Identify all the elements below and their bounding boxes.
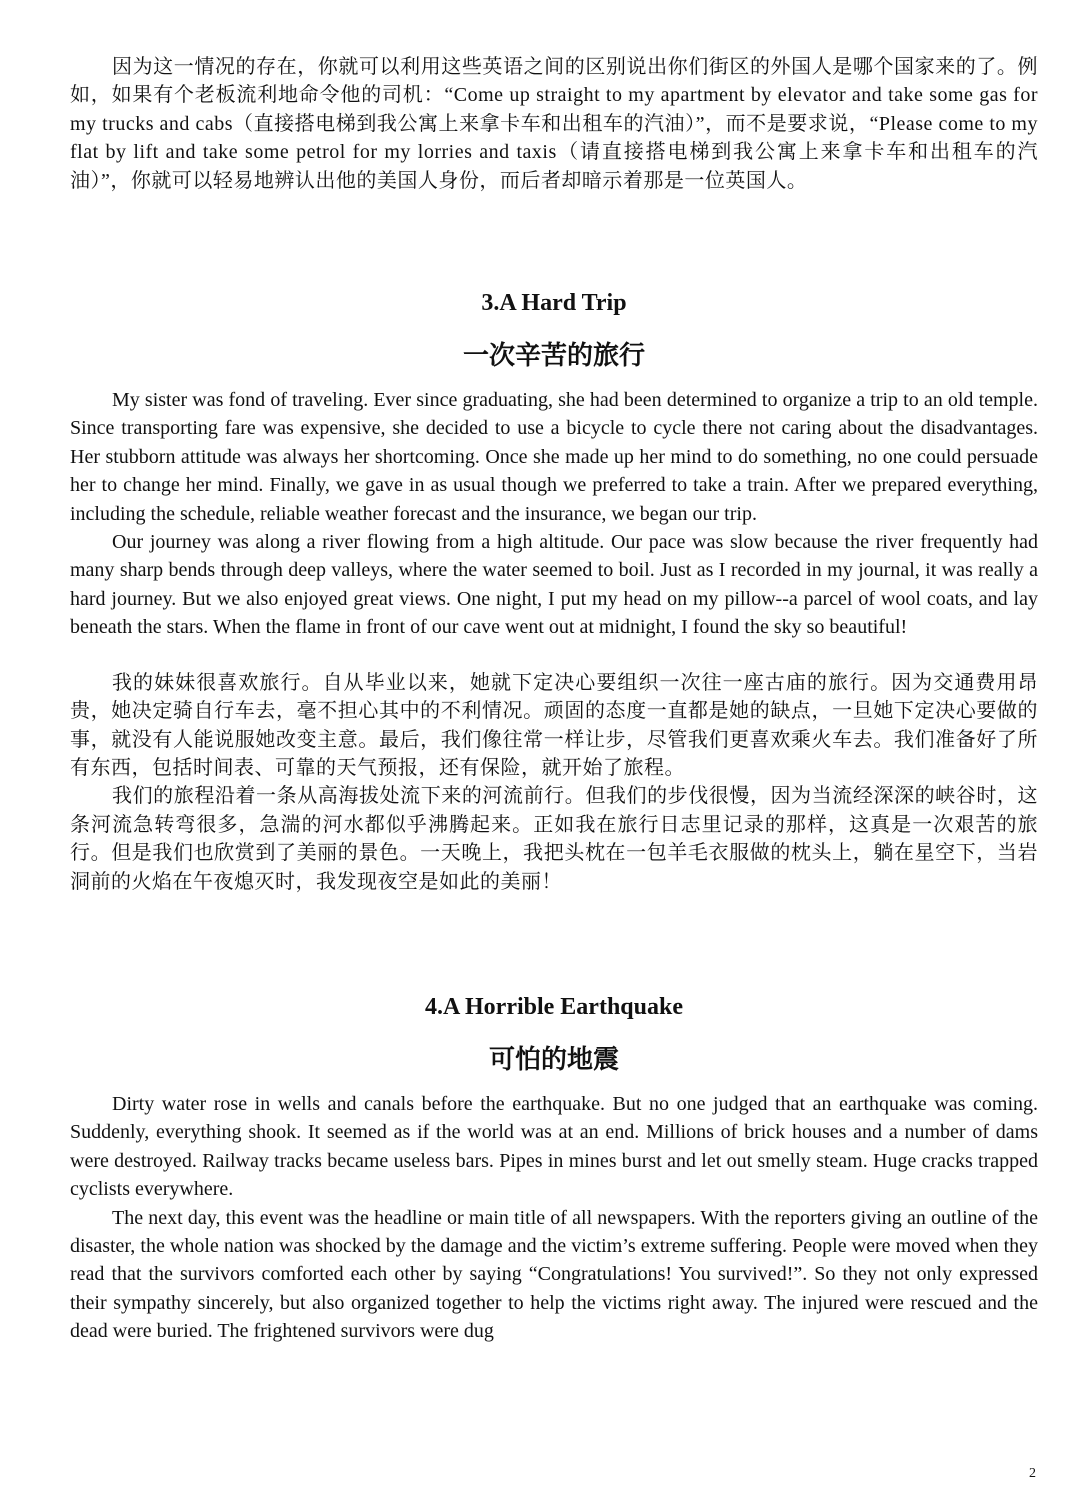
section4-en-paragraph-2: The next day, this event was the headline or main title of all newspapers. With the reporters giving an outline of the disaster, the whole nation was shocked by the damage and the victim’s extreme suffering. People were moved when they read that the survivors comforted each other by saying “Congratulations! You survived!”. So they not only expressed their sympathy sincerely, but also organized together to help the victims right away. The injured were rescued and the dead were buried. The frightened survivors were dug <box>70 1206 1038 1343</box>
section3-cn-paragraph-1: 我的妹妹很喜欢旅行。自从毕业以来，她就下定决心要组织一次往一座古庙的旅行。因为交通费用昂贵，她决定骑自行车去，毫不担心其中的不利情况。顽固的态度一直都是她的缺点，一旦她下定决心要做的事，就没有人能说服她改变主意。最后，我们像往常一样让步，尽管我们更喜欢乘火车去。我们准备好了所有东西，包括时间表、可靠的天气预报，还有保险，就开始了旅程。 <box>70 671 1038 779</box>
intro-cn-paragraph: 因为这一情况的存在，你就可以利用这些英语之间的区别说出你们街区的外国人是哪个国家来的了。例如，如果有个老板流利地命令他的司机：“Come up straight to my apartment by elevator and take some gas for my trucks and cabs（直接搭电梯到我公寓上来拿卡车和出租车的汽油）”，而不是要求说，“Please come to my flat by lift and take some petrol for my lorries and taxis（请直接搭电梯到我公寓上来拿卡车和出租车的汽油）”，你就可以轻易地辨认出他的美国人身份，而后者却暗示着那是一位英国人。 <box>70 56 1038 192</box>
page-number: 2 <box>1029 1466 1036 1481</box>
section3-cn-paragraph-2: 我们的旅程沿着一条从高海拔处流下来的河流前行。但我们的步伐很慢，因为当流经深深的峡谷时，这条河流急转弯很多，急湍的河水都似乎沸腾起来。正如我在旅行日志里记录的那样，这真是一次艰苦的旅行。但是我们也欣赏到了美丽的景色。一天晚上，我把头枕在一包羊毛衣服做的枕头上，躺在星空下，当岩洞前的火焰在午夜熄灭时，我发现夜空是如此的美丽！ <box>70 785 1038 893</box>
section3-title-cn: 一次辛苦的旅行 <box>462 341 645 371</box>
section4-en-paragraph-1: Dirty water rose in wells and canals before the earthquake. But no one judged that an earthquake was coming. Suddenly, everything shook. It seemed as if the world was at an end. Millions of brick houses and a number of dams were destroyed. Railway tracks became useless bars. Pipes in mines burst and let out smelly steam. Huge cracks trapped cyclists everywhere. <box>70 1092 1038 1201</box>
spacer <box>70 195 1038 288</box>
section3-en-paragraph-1: My sister was fond of traveling. Ever since graduating, she had been determined to organize a trip to an old temple. Since transporting fare was expensive, she decided to use a bicycle to cycle there not caring about the disadvantages. Her stubborn attitude was always her shortcoming. Once she made up her mind to do something, no one could persuade her to change her mind. Finally, we gave in as usual though we preferred to take a train. After we prepared everything, including the schedule, reliable weather forecast and the insurance, we began our trip. <box>70 389 1038 525</box>
document-page <box>70 50 1038 1346</box>
section3-title-en: 3.A Hard Trip <box>481 290 627 317</box>
section3-en-paragraph-2: Our journey was along a river flowing from a high altitude. Our pace was slow because the river frequently had many sharp bends through deep valleys, where the water seemed to boil. Just as I recorded in my journal, it was really a hard journey. But we also enjoyed great views. One night, I put my head on my pillow--a parcel of wool coats, and lay beneath the stars. When the flame in front of our cave went out at midnight, I found the sky so beautiful! <box>70 531 1038 639</box>
section4-title-cn: 可怕的地震 <box>488 1044 619 1074</box>
section4-title-en: 4.A Horrible Earthquake <box>424 993 683 1020</box>
